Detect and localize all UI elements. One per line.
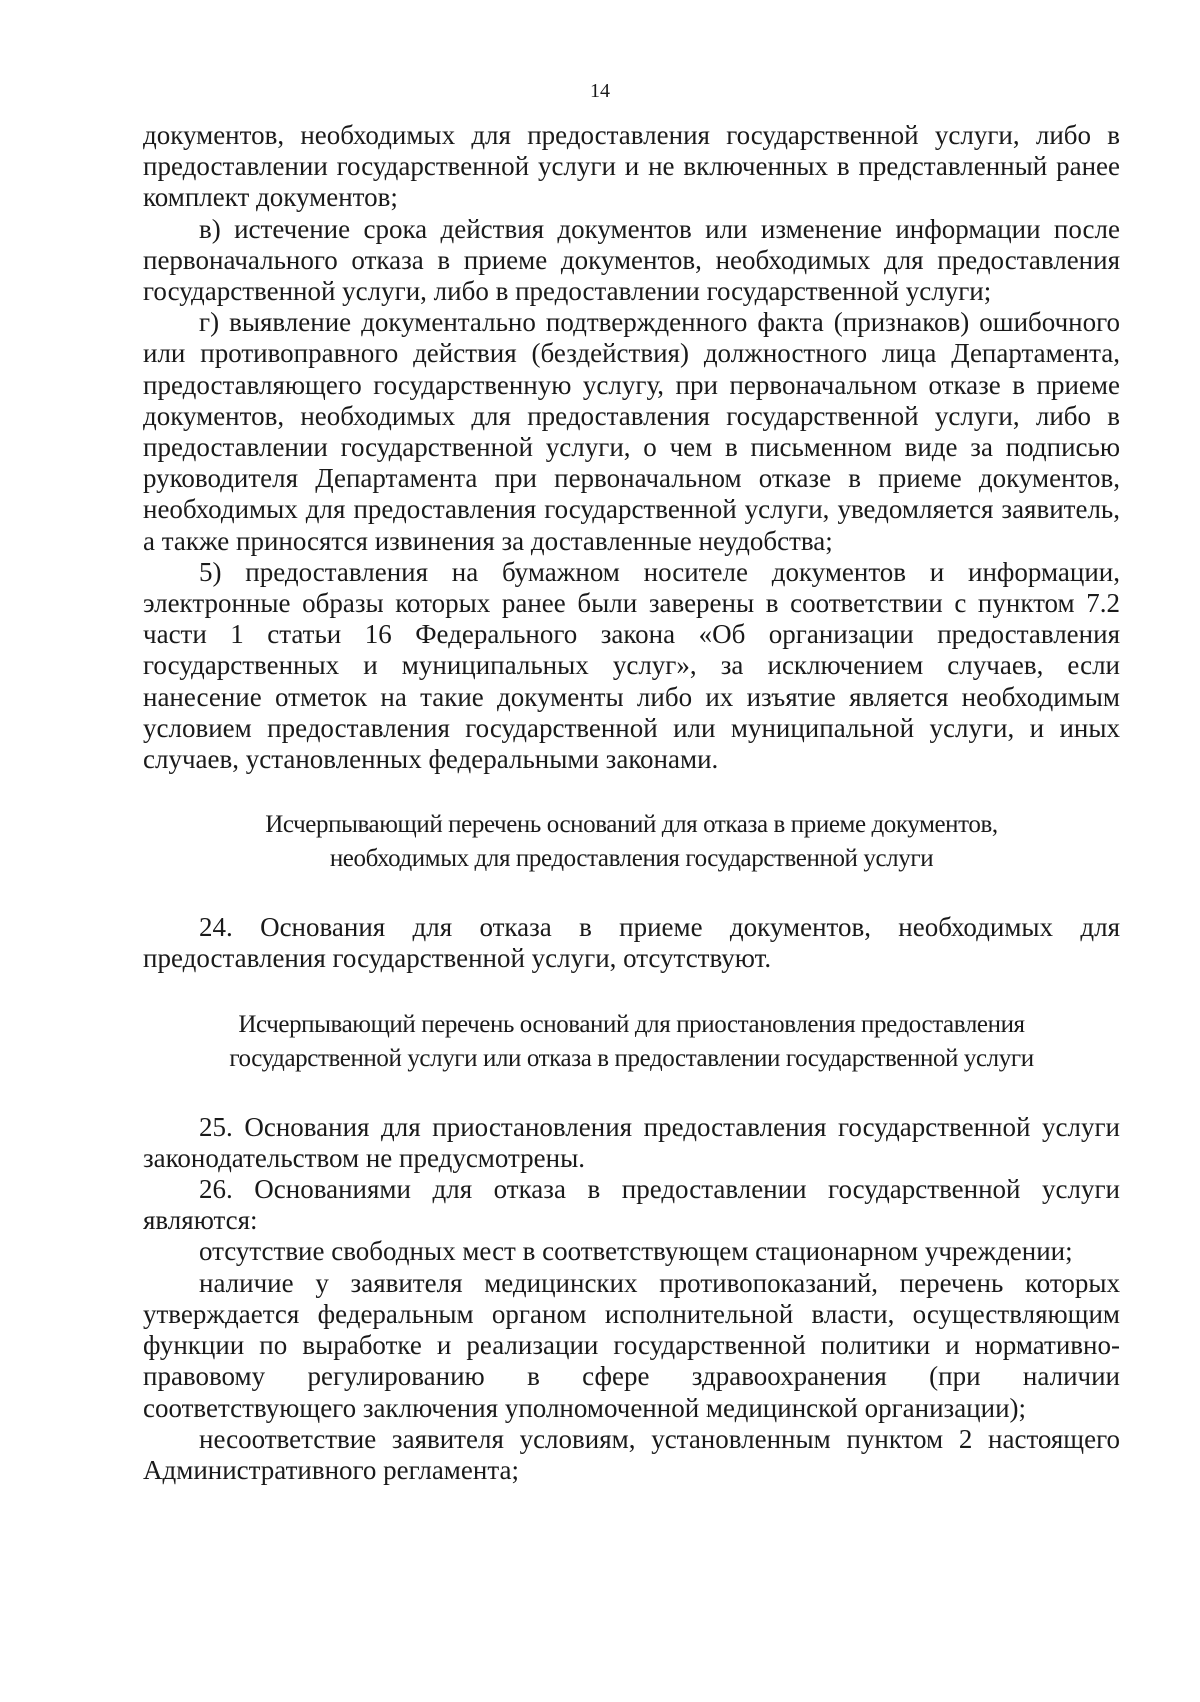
paragraph-continuation: документов, необходимых для предоставления государственной услуги, либо в предоставлении государственной услуги и не включенных в представленный ранее комплект документов; <box>143 120 1120 213</box>
clause-26: 26. Основаниями для отказа в предоставлении государственной услуги являются: <box>143 1174 1120 1236</box>
refusal-ground-item: несоответствие заявителя условиям, установленным пунктом 2 настоящего Административного регламента; <box>143 1423 1120 1485</box>
heading-line: Исчерпывающий перечень оснований для приостановления предоставления <box>238 1010 1025 1038</box>
document-body <box>143 120 1120 1486</box>
paragraph-item-v: в) истечение срока действия документов или изменение информации после первоначального отказа в приеме документов, необходимых для предоставления государственной услуги, либо в предоставлении государственной услуги; <box>143 213 1120 307</box>
section-heading-refusal-documents <box>143 808 1120 876</box>
refusal-ground-item: отсутствие свободных мест в соответствующем стационарном учреждении; <box>199 1236 1073 1267</box>
heading-line: государственной услуги или отказа в предоставлении государственной услуги <box>229 1044 1034 1072</box>
paragraph-item-5: 5) предоставления на бумажном носителе документов и информации, электронные образы которых ранее были заверены в соответствии с пунктом 7.2 части 1 статьи 16 Федерального закона «Об организации предоставления государственных и муниципальных услуг», за исключением случаев, если нанесение отметок на такие документы либо их изъятие является необходимым условием предоставления государственной или муниципальной услуги, и иных случаев, установленных федеральными законами. <box>143 556 1120 775</box>
clause-25: 25. Основания для приостановления предоставления государственной услуги законодательством не предусмотрены. <box>143 1111 1120 1173</box>
page-number: 14 <box>590 80 610 102</box>
clause-24: 24. Основания для отказа в приеме документов, необходимых для предоставления государственной услуги, отсутствуют. <box>143 912 1120 974</box>
paragraph-item-g: г) выявление документально подтвержденного факта (признаков) ошибочного или противоправного действия (бездействия) должностного лица Департамента, предоставляющего государственную услугу, при первоначальном отказе в приеме документов, необходимых для предоставления государственной услуги, либо в предоставлении государственной услуги, о чем в письменном виде за подписью руководителя Департамента при первоначальном отказе в приеме документов, необходимых для предоставления государственной услуги, уведомляется заявитель, а также приносятся извинения за доставленные неудобства; <box>143 307 1120 556</box>
heading-line: необходимых для предоставления государственной услуги <box>329 845 934 873</box>
heading-line: Исчерпывающий перечень оснований для отказа в приеме документов, <box>265 811 998 839</box>
refusal-ground-item: наличие у заявителя медицинских противопоказаний, перечень которых утверждается федеральным органом исполнительной власти, осуществляющим функции по выработке и реализации государственной политики и нормативно-правовому регулированию в сфере здравоохранения (при наличии соответствующего заключения уполномоченной медицинской организации); <box>143 1267 1120 1423</box>
section-heading-suspension-refusal <box>143 1008 1120 1076</box>
